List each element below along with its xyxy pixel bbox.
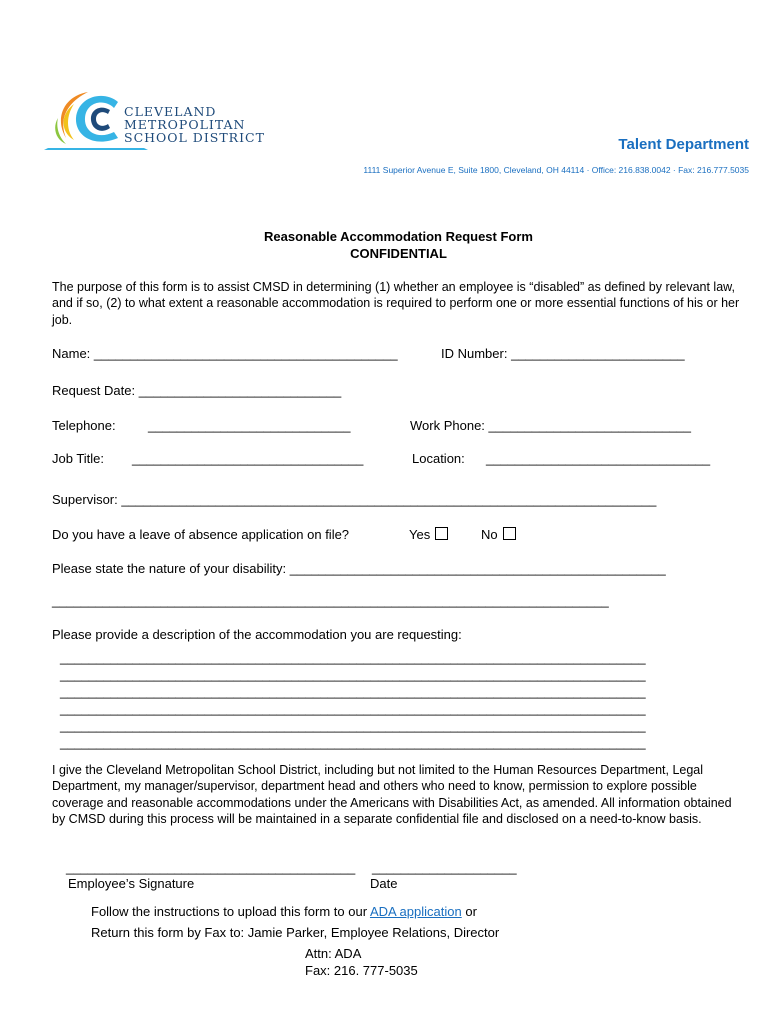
disability-blank-2[interactable]: _____________________________________________________________________________ <box>52 593 609 608</box>
supervisor-label: Supervisor: <box>52 492 118 507</box>
logo-wordmark <box>124 105 265 144</box>
request-date-blank[interactable]: ____________________________ <box>138 383 342 398</box>
location-blank[interactable]: _______________________________ <box>486 451 711 466</box>
name-field[interactable] <box>52 346 398 361</box>
logo-line-3: SCHOOL DISTRICT <box>124 130 265 145</box>
request-date-field[interactable] <box>52 383 341 398</box>
form-subtitle: CONFIDENTIAL <box>350 246 447 261</box>
disability-label: Please state the nature of your disability: <box>52 561 287 576</box>
instructions-suffix: or <box>465 904 477 919</box>
work-phone-blank[interactable]: ____________________________ <box>488 418 691 433</box>
name-label: Name: <box>52 346 91 361</box>
logo-line-1: CLEVELAND <box>124 104 217 119</box>
supervisor-field[interactable] <box>52 492 656 507</box>
telephone-blank[interactable]: ____________________________ <box>148 418 351 433</box>
no-option[interactable] <box>481 527 516 542</box>
id-number-field[interactable] <box>441 346 685 361</box>
no-checkbox[interactable] <box>503 527 516 540</box>
work-phone-label: Work Phone: <box>410 418 485 433</box>
name-blank[interactable]: __________________________________________ <box>93 346 398 361</box>
accommodation-line[interactable]: _________________________________________________________________________________ <box>60 735 646 750</box>
job-title-label: Job Title: <box>52 451 105 466</box>
instructions-prefix: Follow the instructions to upload this form to our <box>91 904 368 919</box>
no-label: No <box>481 527 498 542</box>
signature-label: Employee’s Signature <box>68 876 195 891</box>
department-address: 1111 Superior Avenue E, Suite 1800, Cleveland, OH 44114 · Office: 216.838.0042 · Fax: 216.777.5035 <box>363 165 749 175</box>
request-date-label: Request Date: <box>52 383 136 398</box>
instructions-line <box>91 904 477 919</box>
accommodation-label: Please provide a description of the accommodation you are requesting: <box>52 627 462 642</box>
yes-option[interactable] <box>409 527 448 542</box>
form-title: Reasonable Accommodation Request Form <box>264 229 533 244</box>
telephone-label: Telephone: <box>52 418 116 433</box>
logo-line-2: METROPOLITAN <box>124 117 246 132</box>
location-label: Location: <box>412 451 465 466</box>
work-phone-field[interactable] <box>410 418 691 433</box>
disability-blank[interactable]: ____________________________________________________ <box>289 561 666 576</box>
accommodation-line[interactable]: _________________________________________________________________________________ <box>60 684 646 699</box>
disability-field[interactable] <box>52 561 666 576</box>
supervisor-blank[interactable]: __________________________________________________________________________ <box>121 492 657 507</box>
date-blank[interactable]: ____________________ <box>372 860 517 875</box>
yes-checkbox[interactable] <box>435 527 448 540</box>
job-title-blank[interactable]: ________________________________ <box>132 451 364 466</box>
consent-paragraph: I give the Cleveland Metropolitan School District, including but not limited to the Human Resources Department, Legal Department, my manager/supervisor, department head and others who need to know, permission to explore possible coverage and reasonable accommodations under the Americans with Disabilities Act, as amended. All information obtained by CMSD during this process will be maintained in a separate confidential file and disclosed on a need-to-know basis. <box>52 763 732 827</box>
purpose-paragraph: The purpose of this form is to assist CMSD in determining (1) whether an employee is “disabled” as defined by relevant law, and if so, (2) to what extent a reasonable accommodation is required to perform one or more essential functions of his or her job. <box>52 280 740 327</box>
accommodation-line[interactable]: _________________________________________________________________________________ <box>60 701 646 716</box>
id-number-label: ID Number: <box>441 346 508 361</box>
accommodation-line[interactable]: _________________________________________________________________________________ <box>60 650 646 665</box>
accommodation-line[interactable]: _________________________________________________________________________________ <box>60 718 646 733</box>
attn-line: Attn: ADA <box>305 946 362 961</box>
return-line: Return this form by Fax to: Jamie Parker, Employee Relations, Director <box>91 925 500 940</box>
fax-line: Fax: 216. 777-5035 <box>305 963 418 978</box>
department-title: Talent Department <box>618 136 749 153</box>
accommodation-line[interactable]: _________________________________________________________________________________ <box>60 667 646 682</box>
signature-blank[interactable]: ________________________________________ <box>66 860 356 875</box>
date-label: Date <box>370 876 398 891</box>
leave-question: Do you have a leave of absence application on file? <box>52 527 350 542</box>
ada-application-link[interactable]: ADA application <box>369 904 462 919</box>
yes-label: Yes <box>409 527 431 542</box>
id-number-blank[interactable]: ________________________ <box>511 346 685 361</box>
